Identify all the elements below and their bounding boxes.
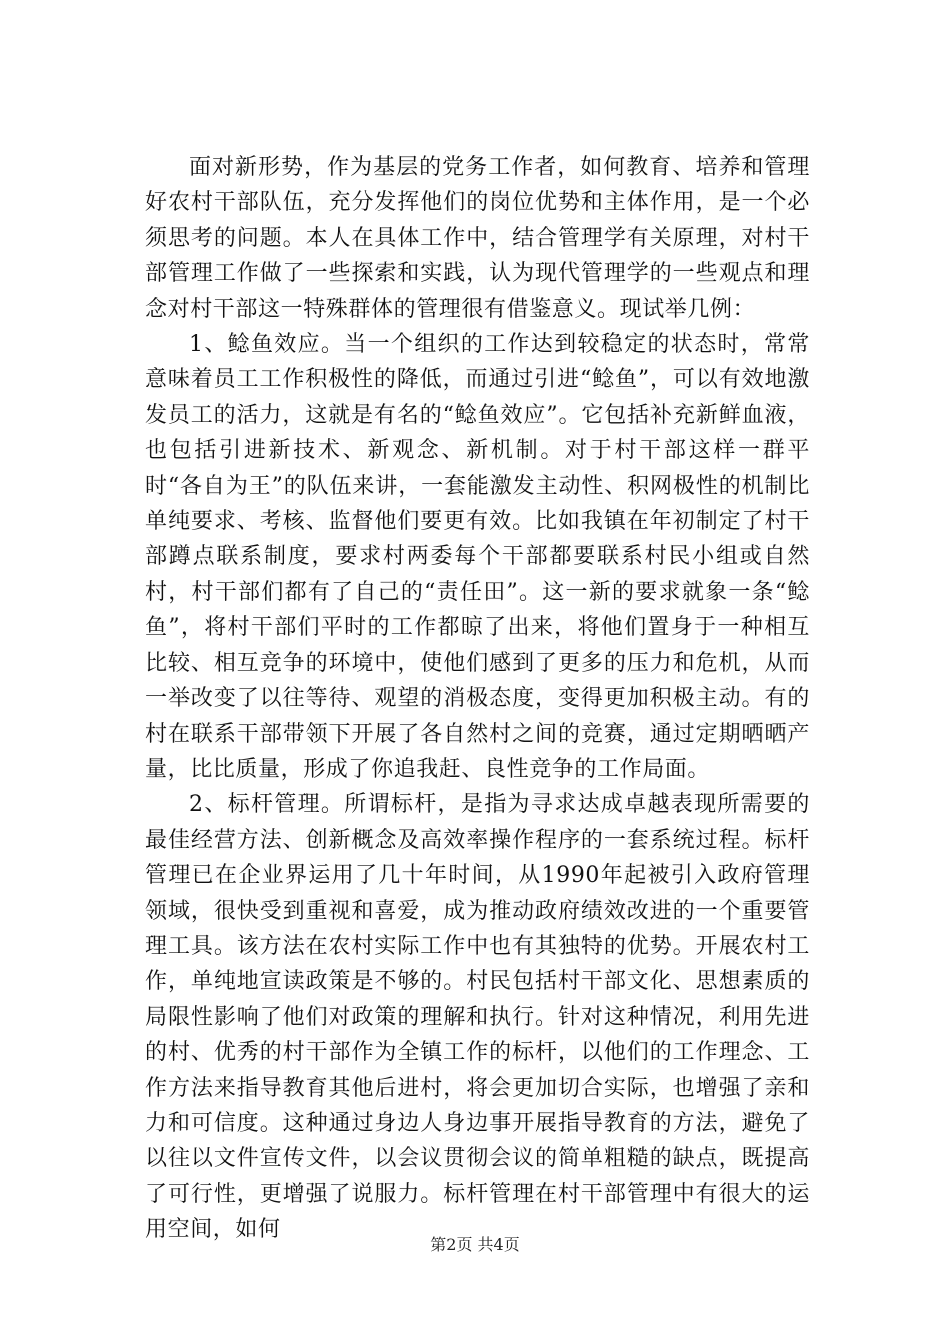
paragraph-catfish-effect: 1、鲶鱼效应。当一个组织的工作达到较稳定的状态时，常常意味着员工工作积极性的降低，而通过引进“鲶鱼”，可以有效地激发员工的活力，这就是有名的“鲶鱼效应”。它包括补充新鲜血液，也包括引进新技术、新观念、新机制。对于村干部这样一群平时“各自为王”的队伍来讲，一套能激发主动性、积网极性的机制比单纯要求、考核、监督他们要更有效。比如我镇在年初制定了村干部蹲点联系制度，要求村两委每个干部都要联系村民小组或自然村，村干部们都有了自己的“责任田”。这一新的要求就象一条“鲶鱼”，将村干部们平时的工作都晾了出来，将他们置身于一种相互比较、相互竞争的环境中，使他们感到了更多的压力和危机，从而一举改变了以往等待、观望的消极态度，变得更加积极主动。有的村在联系干部带领下开展了各自然村之间的竞赛，通过定期晒晒产量，比比质量，形成了你追我赶、良性竞争的工作局面。 (145, 332, 810, 782)
paragraph-intro: 面对新形势，作为基层的党务工作者，如何教育、培养和管理好农村干部队伍，充分发挥他们的岗位优势和主体作用，是一个必须思考的问题。本人在具体工作中，结合管理学有关原理，对村干部管理工作做了一些探索和实践，认为现代管理学的一些观点和理念对村干部这一特殊群体的管理很有借鉴意义。现试举几例： (145, 155, 810, 322)
paragraph-benchmark-management: 2、标杆管理。所谓标杆，是指为寻求达成卓越表现所需要的最佳经营方法、创新概念及高效率操作程序的一套系统过程。标杆管理已在企业界运用了几十年时间，从1990年起被引入政府管理领域，很快受到重视和喜爱，成为推动政府绩效改进的一个重要管理工具。该方法在农村实际工作中也有其独特的优势。开展农村工作，单纯地宣读政策是不够的。村民包括村干部文化、思想素质的局限性影响了他们对政策的理解和执行。针对这种情况，利用先进的村、优秀的村干部作为全镇工作的标杆，以他们的工作理念、工作方法来指导教育其他后进村，将会更加切合实际，也增强了亲和力和可信度。这种通过身边人身边事开展指导教育的方法，避免了以往以文件宣传文件，以会议贯彻会议的简单粗糙的缺点，既提高了可行性，更增强了说服力。标杆管理在村干部管理中有很大的运用空间，如何 (145, 792, 810, 1243)
document-body (145, 150, 810, 1248)
page-footer (0, 1232, 950, 1255)
page-number: 第2页 共4页 (430, 1235, 520, 1254)
